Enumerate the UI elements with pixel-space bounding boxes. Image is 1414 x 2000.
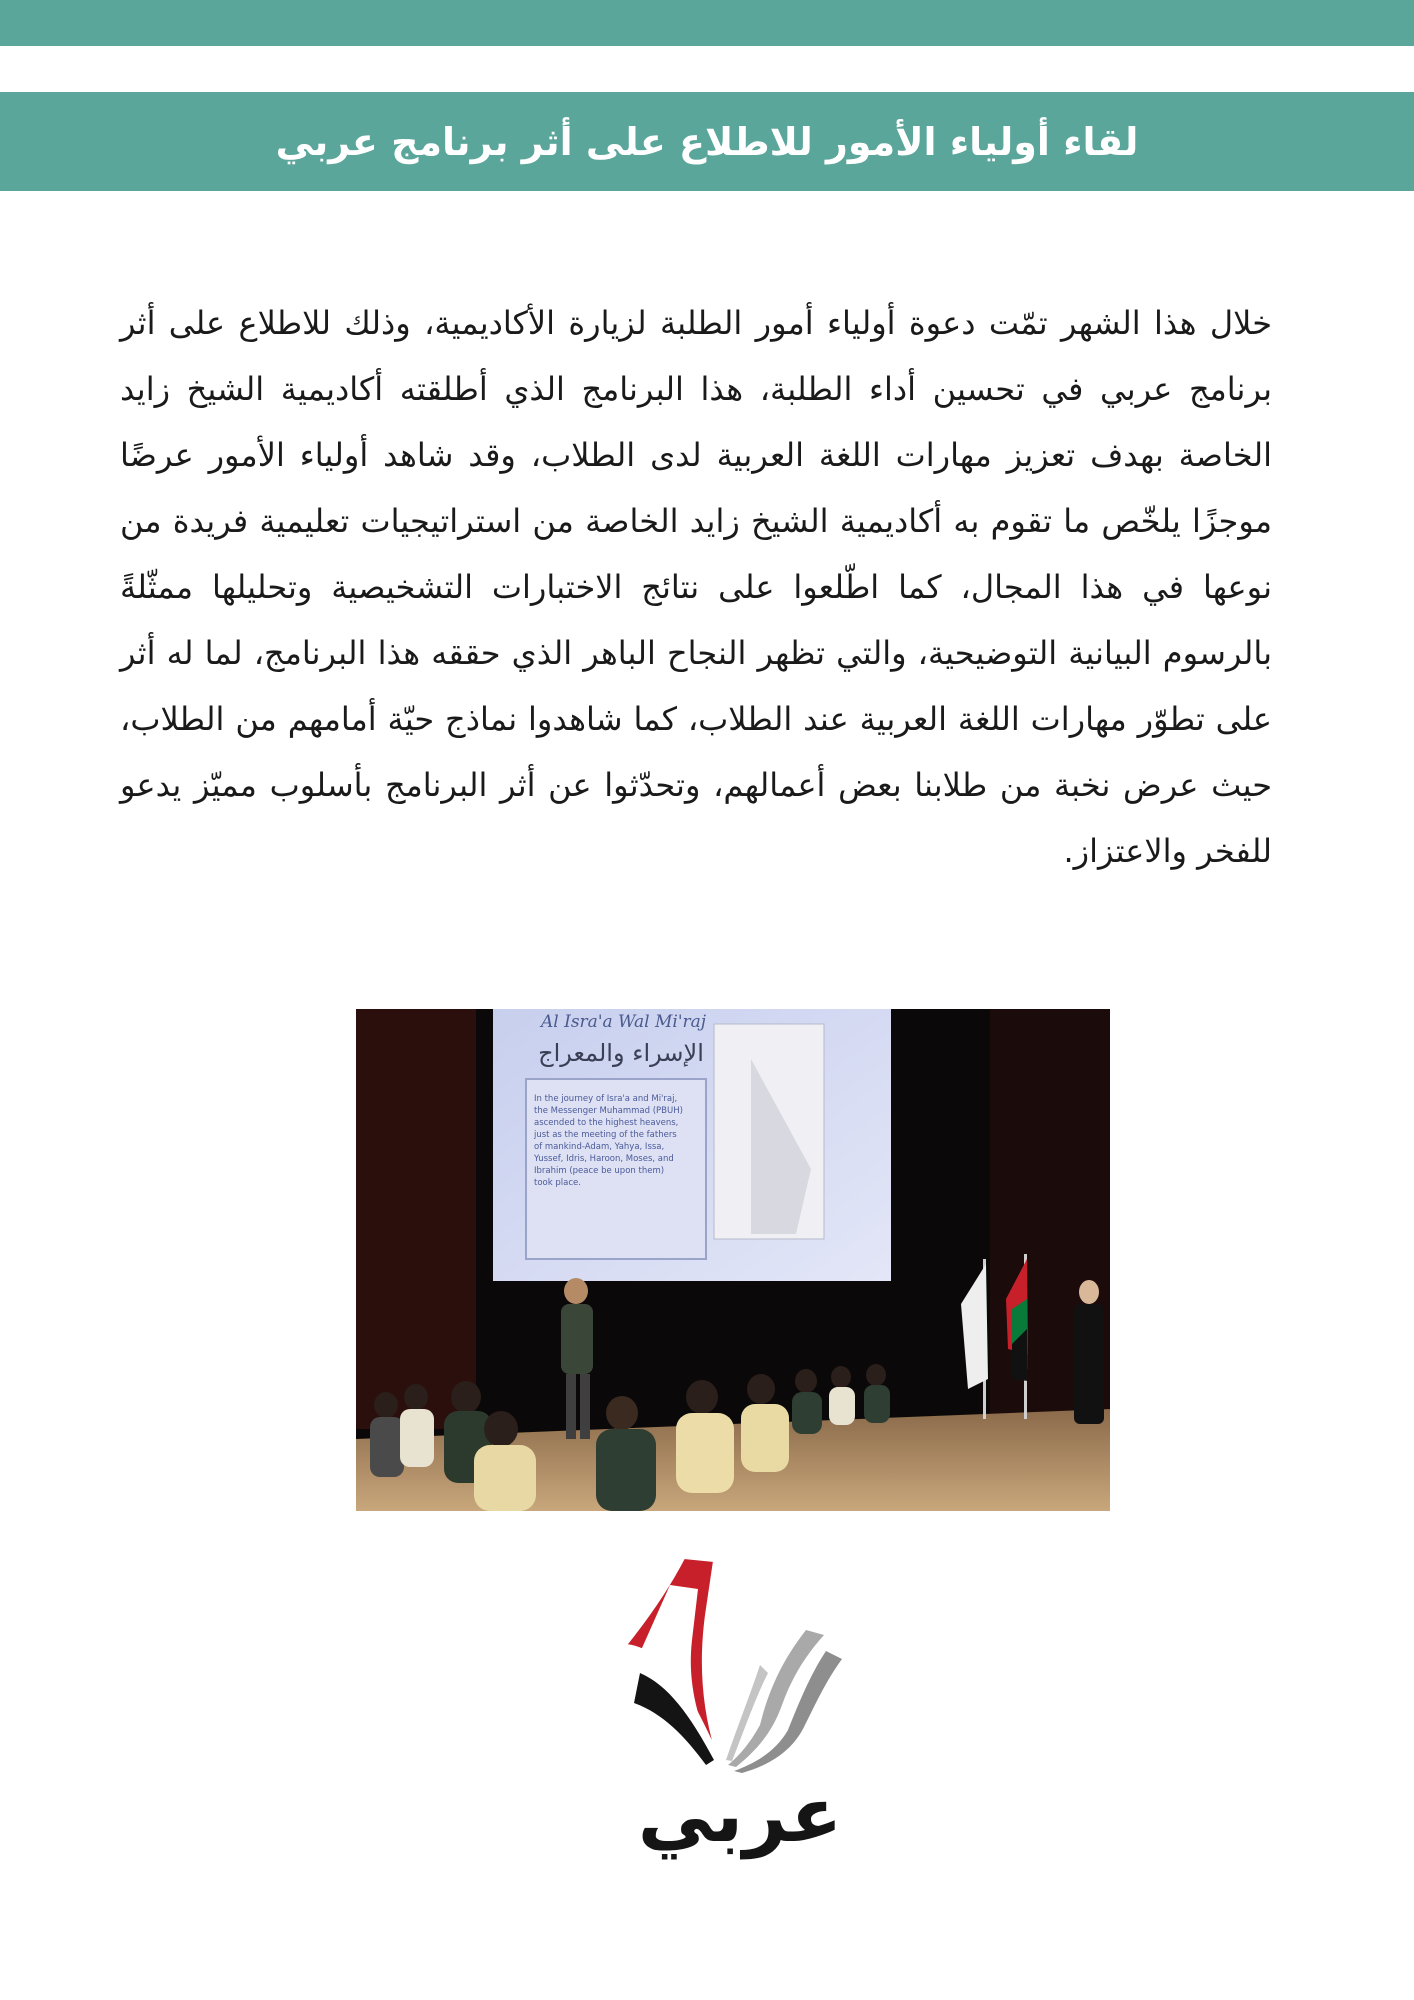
slide-text-line: just as the meeting of the fathers: [534, 1130, 677, 1140]
page-title: لقاء أولياء الأمور للاطلاع على أثر برنامج عربي: [275, 119, 1139, 164]
event-photo-illustration: [356, 1009, 1110, 1511]
slide-text-line: of mankind-Adam, Yahya, Issa,: [534, 1142, 665, 1152]
top-accent-strip: [0, 0, 1414, 46]
slide-title-ar: الإسراء والمعراج: [538, 1039, 704, 1067]
title-banner: [0, 92, 1414, 191]
article-paragraph: خلال هذا الشهر تمّت دعوة أولياء أمور الطلبة لزيارة الأكاديمية، وذلك للاطلاع على أثر برنامج عربي في تحسين أداء الطلبة، هذا البرنامج الذي أطلقته أكاديمية الشيخ زايد الخاصة بهدف تعزيز مهارات اللغة العربية لدى الطلاب، وقد شاهد أولياء الأمور عرضًا موجزًا يلخّص ما تقوم به أكاديمية الشيخ زايد الخاصة من استراتيجيات تعليمية فريدة من نوعها في هذا المجال، كما اطّلعوا على نتائج الاختبارات التشخيصية وتحليلها ممثّلةً بالرسوم البيانية التوضيحية، والتي تظهر النجاح الباهر الذي حققه هذا البرنامج، لما له أثر على تطوّر مهارات اللغة العربية عند الطلاب، كما شاهدوا نماذج حيّة أمامهم من الطلاب، حيث عرض نخبة من طلابنا بعض أعمالهم، وتحدّثوا عن أثر البرنامج بأسلوب مميّز يدعو للفخر والاعتزاز.: [120, 304, 1272, 870]
slide-text-line: the Messenger Muhammad (PBUH): [534, 1106, 683, 1116]
book-icon: [610, 1555, 870, 1785]
slide-title-en: Al Isra'a Wal Mi'raj: [541, 1012, 707, 1032]
slide-text-line: Yussef, Idris, Haroon, Moses, and: [534, 1154, 674, 1164]
arabi-logo: [610, 1555, 870, 1865]
event-photo: [356, 1009, 1110, 1511]
slide-text-line: ascended to the highest heavens,: [534, 1118, 679, 1128]
slide-text-line: took place.: [534, 1178, 581, 1188]
logo-wordmark: عربي: [637, 1770, 843, 1859]
slide-text-line: Ibrahim (peace be upon them): [534, 1166, 665, 1176]
presenter: [1074, 1304, 1104, 1424]
slide-text-line: In the journey of Isra'a and Mi'raj,: [534, 1094, 678, 1104]
